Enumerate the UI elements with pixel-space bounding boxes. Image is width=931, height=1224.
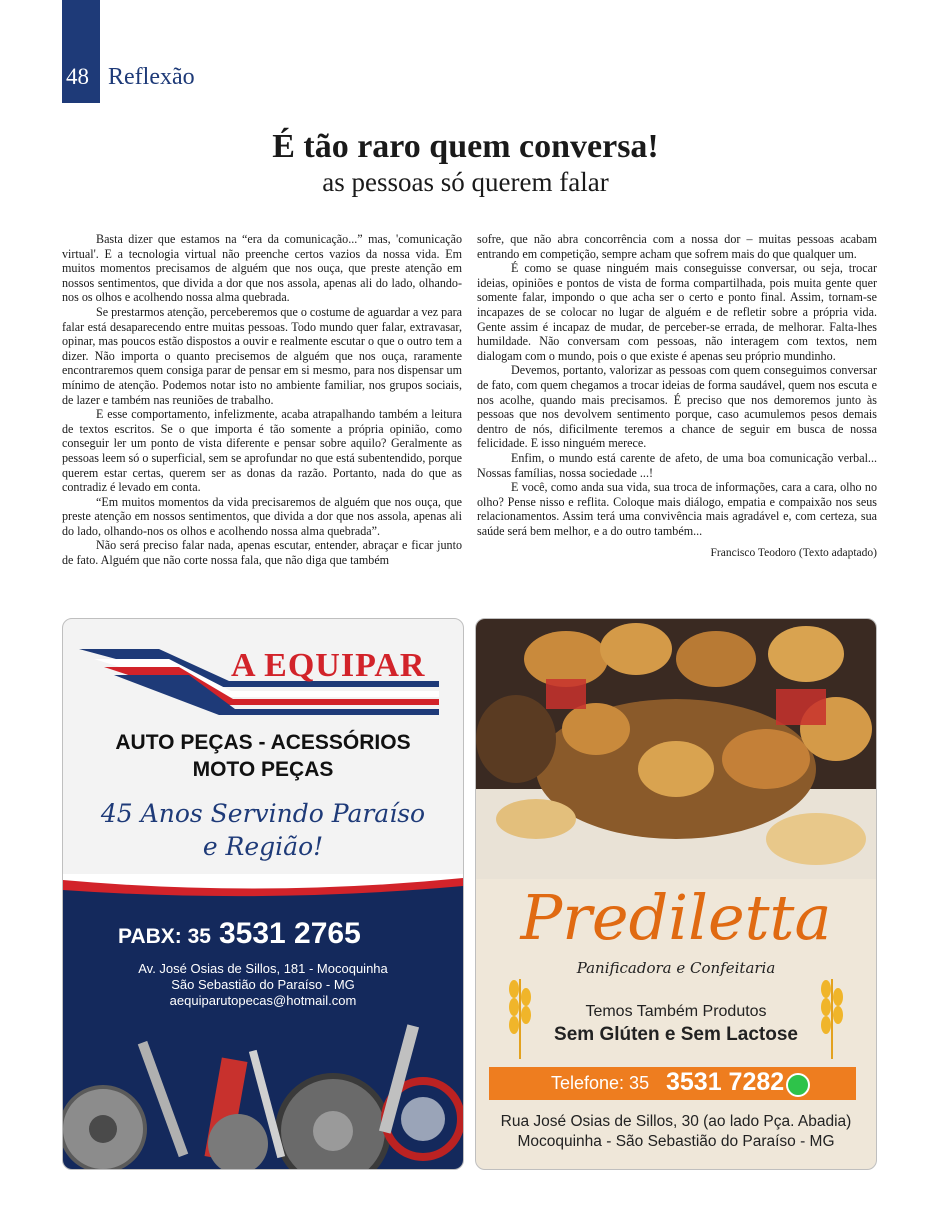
prediletta-logo: Prediletta [520,881,832,954]
equipar-phone-number: 3531 2765 [218,917,361,950]
equipar-red-swoosh [63,874,463,900]
bread-basket-image [476,619,876,879]
article-subtitle: as pessoas só querem falar [322,167,609,197]
paragraph: Enfim, o mundo está carente de afeto, de uma boa comunicação verbal... Nossas famílias, nossa sociedade ...! [477,450,877,480]
ad-prediletta [475,618,877,1170]
prediletta-phone-bar [489,1067,856,1100]
prediletta-line1: Temos Também Produtos [585,1003,767,1020]
page-number: 48 [66,64,89,89]
paragraph: É como se quase ninguém mais conseguisse conversar, ou seja, trocar ideias, opiniões e pontos de vista de forma compartilhada, pois muita gente quer somente falar, impondo o que acha ser o certo e ponto final. Assim, tornam-se incapazes de se colocar no lugar de alguém e de refletir sobre a própria vida. Gente assim é incapaz de mudar, de perceber-se errada, de melhorar. Falta-lhes humildade. Não conversam com pessoas, não interagem com textos, nem dialogam com o mundo, pois o que existe é apenas seu próprio mundinho. [477,261,877,363]
prediletta-line2: Sem Glúten e Sem Lactose [554,1024,798,1045]
paragraph: “Em muitos momentos da vida precisaremos de alguém que nos ouça, que preste atenção em nossos sentimentos, que divida a dor que nos assola, apenas ali do lado, olhando-nos os olhos e acolhendo nossa alma quebrada”. [62,494,462,538]
paragraph: Se prestarmos atenção, perceberemos que o costume de aguardar a vez para falar está desaparecendo entre muitas pessoas. Todo mundo quer falar, extravasar, opinar, mas poucos estão dispostos a ouvir e realmente escutar o que o outro tem a dizer. Não importa o quanto precisemos de alguém que nos ouça, raramente encontraremos quem consiga parar de pensar em si mesmo, para nos dispensar um mínimo de atenção. Podemos notar isto no ambiente familiar, nos grupos sociais, de lazer e também nas reuniões de trabalho. [62,304,462,407]
prediletta-phone-number: 3531 7282 [666,1068,785,1096]
article-column-left [62,232,462,568]
equipar-address-line1: Av. José Osias de Sillos, 181 - Mocoquinha [138,961,388,976]
equipar-phone [118,917,361,951]
whatsapp-icon [786,1073,810,1097]
equipar-phone-label: PABX: 35 [118,925,211,948]
equipar-slogan-2: e Região! [202,832,324,861]
paragraph: Não será preciso falar nada, apenas escutar, entender, abraçar e ficar junto de fato. Alguém que não corte nossa fala, que não diga que também [62,538,462,568]
auto-parts-image [63,1019,463,1169]
article-title: É tão raro quem conversa! [272,128,659,165]
prediletta-address-line1: Rua José Osias de Sillos, 30 (ao lado Pça. Abadia) [500,1113,852,1130]
ad-equipar [62,618,464,1170]
prediletta-subtitle: Panificadora e Confeitaria [576,959,776,977]
paragraph: E esse comportamento, infelizmente, acaba atrapalhando também a leitura de textos escritos. Se o que importa é tão somente a própria opinião, como conseguir ler um ponto de vista diferente e pensar sobre aquilo? Geralmente as pessoas leem só o superficial, sem se aprofundar no que está subentendido, porque querem estar certas, querem ser as donas da razão. Portanto, nada do que as contradiz é levado em conta. [62,407,462,495]
paragraph: sofre, que não abra concorrência com a nossa dor – muitas pessoas acabam entrando em competição, sempre acham que sofrem mais do que qualquer um. [477,232,877,261]
equipar-email: aequiparutopecas@hotmail.com [169,993,357,1008]
prediletta-phone-label: Telefone: 35 [551,1073,650,1093]
equipar-line1: AUTO PEÇAS - ACESSÓRIOS [115,731,411,754]
prediletta-address-line2: Mocoquinha - São Sebastião do Paraíso - MG [517,1133,835,1150]
article-author: Francisco Teodoro (Texto adaptado) [710,547,877,560]
equipar-slogan: 45 Anos Servindo Paraíso [100,799,426,828]
section-title: Reflexão [108,64,195,90]
paragraph: E você, como anda sua vida, sua troca de informações, cara a cara, olho no olho? Pense nisso e reflita. Coloque mais diálogo, empatia e compaixão nos seus relacionamentos. Assim terá uma convivência mais agradável e, com certeza, sua saúde será bem melhor, e a do outro também... [477,480,877,538]
equipar-address-line2: São Sebastião do Paraíso - MG [171,977,355,992]
equipar-brand: A EQUIPAR [231,647,426,684]
equipar-line2: MOTO PEÇAS [192,758,334,781]
paragraph: Devemos, portanto, valorizar as pessoas com quem conseguimos conversar de fato, com quem chegamos a trocar ideias de forma saudável, quem nos escuta e nos acolhe, quando mais precisamos. É preciso que nos demoremos junto às pessoas que nos devolvem sentimento porque, caso acumulemos pesos demais dentro de nós, dificilmente teremos a chance de seguir em busca de nossa felicidade. E isso ninguém merece. [477,363,877,451]
article-column-right [477,232,877,561]
paragraph: Basta dizer que estamos na “era da comunicação...” mas, 'comunicação virtual'. E a tecnologia virtual não preenche certos vazios da nossa vida. Em muitos momentos precisamos de alguém que nos ouça, que preste atenção em nossos sentimentos, que divida a dor que nos assola, apenas ali do lado, olhando-nos os olhos e acolhendo nossa alma quebrada. [62,232,462,305]
